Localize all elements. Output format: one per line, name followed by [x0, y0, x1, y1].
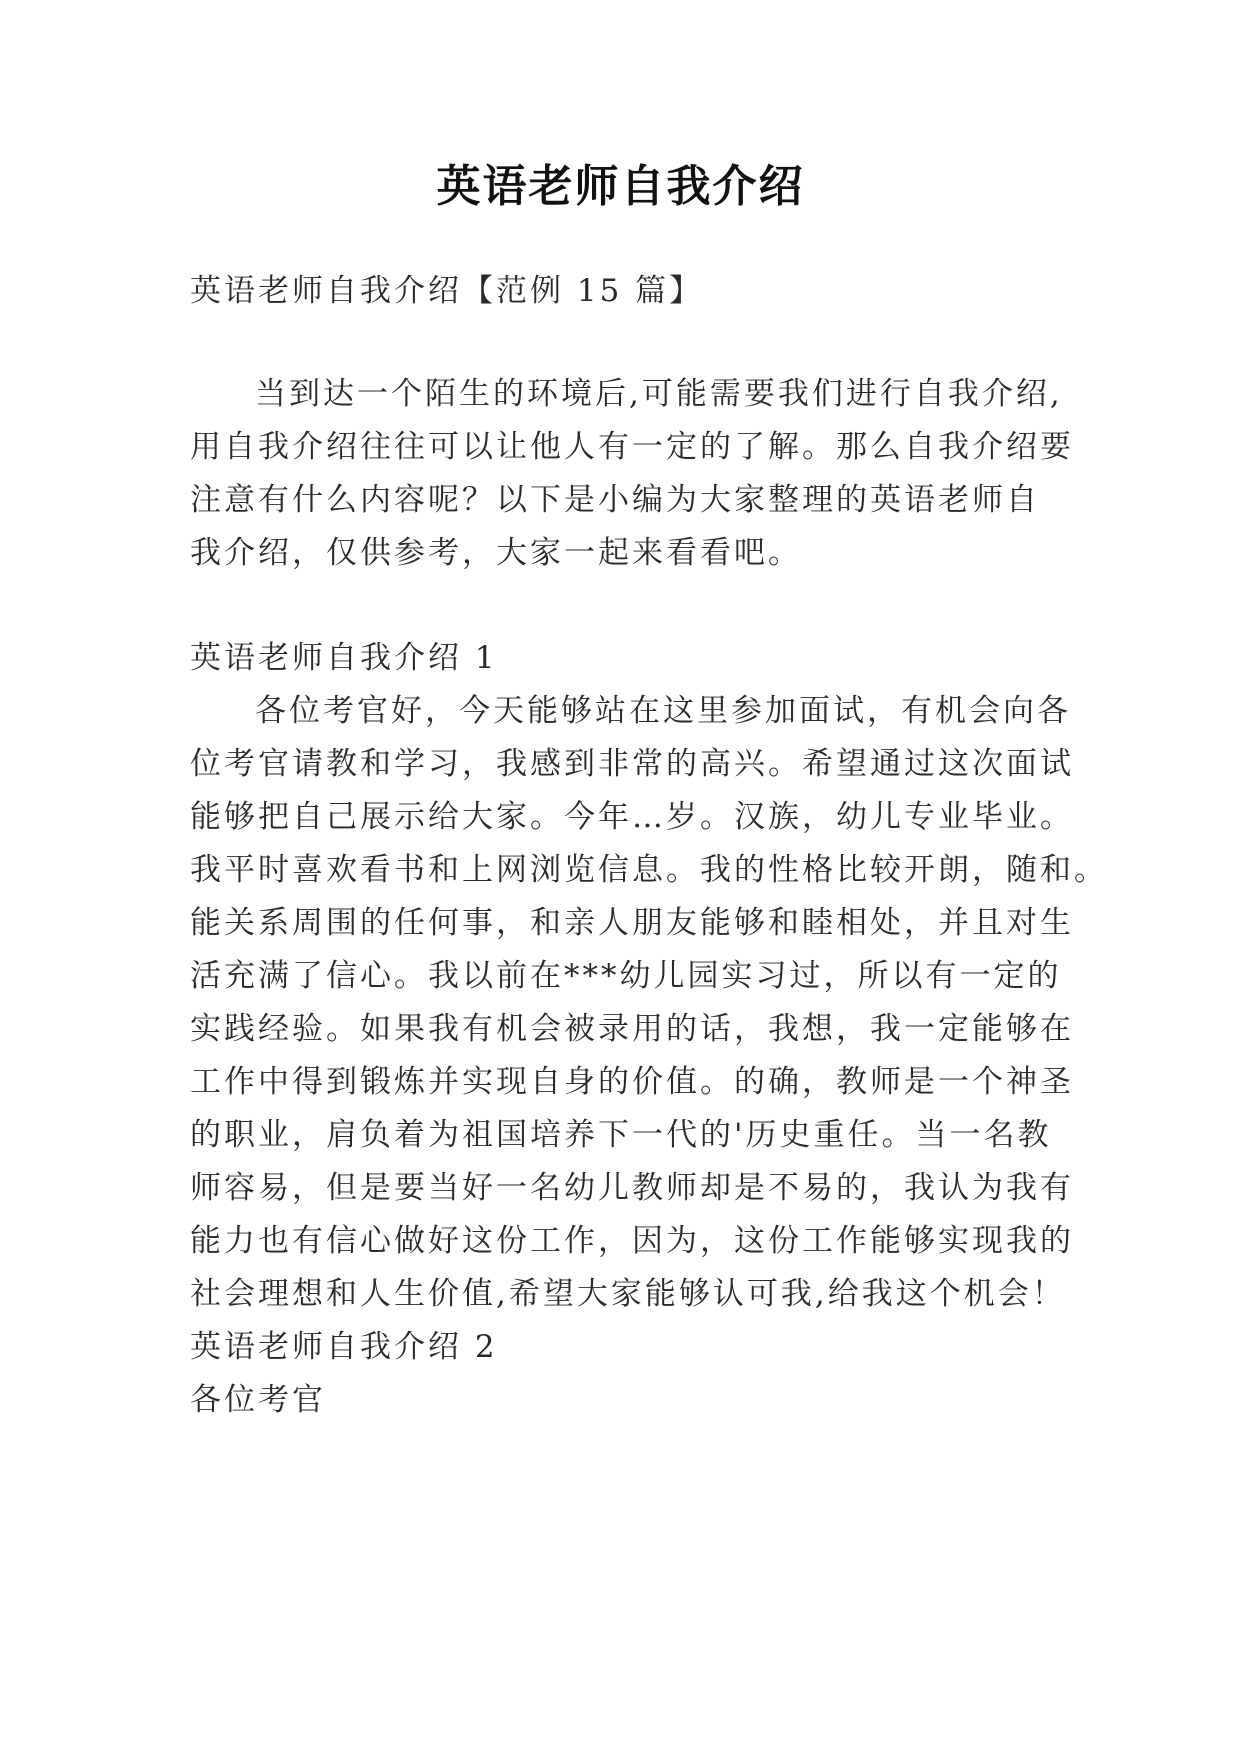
intro-line: 注意有什么内容呢？以下是小编为大家整理的英语老师自 — [190, 482, 1040, 518]
section-1-line: 工作中得到锻炼并实现自身的价值。的确，教师是一个神圣 — [190, 1064, 1074, 1100]
section-1-line: 社会理想和人生价值,希望大家能够认可我,给我这个机会！ — [190, 1276, 1066, 1312]
section-heading-2: 英语老师自我介绍 2 — [190, 1329, 498, 1365]
section-1-line: 实践经验。如果我有机会被录用的话，我想，我一定能够在 — [190, 1011, 1074, 1047]
section-heading-1: 英语老师自我介绍 1 — [190, 640, 498, 676]
intro-line: 当到达一个陌生的环境后,可能需要我们进行自我介绍, — [255, 376, 1063, 412]
section-1-line: 活充满了信心。我以前在***幼儿园实习过，所以有一定的 — [190, 958, 1062, 994]
document-subtitle: 英语老师自我介绍【范例 15 篇】 — [190, 273, 704, 309]
section-1-line: 我平时喜欢看书和上网浏览信息。我的性格比较开朗，随和。 — [190, 852, 1108, 888]
intro-line: 我介绍，仅供参考，大家一起来看看吧。 — [190, 535, 802, 571]
section-1-line: 能力也有信心做好这份工作，因为，这份工作能够实现我的 — [190, 1223, 1074, 1259]
section-1-line: 能关系周围的任何事，和亲人朋友能够和睦相处，并且对生 — [190, 905, 1074, 941]
section-1-line: 的职业，肩负着为祖国培养下一代的'历史重任。当一名教 — [190, 1117, 1052, 1153]
section-1-line: 位考官请教和学习，我感到非常的高兴。希望通过这次面试 — [190, 746, 1074, 782]
section-2-line: 各位考官 — [190, 1382, 326, 1418]
section-1-line: 各位考官好，今天能够站在这里参加面试，有机会向各 — [255, 693, 1071, 729]
section-1-line: 师容易，但是要当好一名幼儿教师却是不易的，我认为我有 — [190, 1170, 1074, 1206]
intro-line: 用自我介绍往往可以让他人有一定的了解。那么自我介绍要 — [190, 429, 1074, 465]
section-1-line: 能够把自己展示给大家。今年…岁。汉族，幼儿专业毕业。 — [190, 799, 1074, 835]
page-title: 英语老师自我介绍 — [436, 161, 805, 212]
